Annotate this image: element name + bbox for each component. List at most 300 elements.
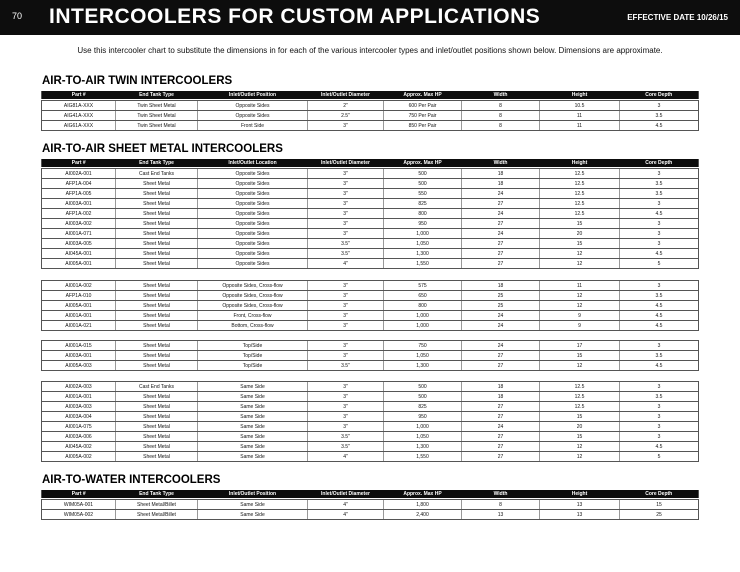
table-row (42, 281, 699, 291)
table-row (42, 351, 699, 361)
table-cell: 3" (308, 179, 384, 189)
table-cell: AI005A-001 (42, 301, 116, 311)
page-title: INTERCOOLERS FOR CUSTOM APPLICATIONS (49, 5, 541, 28)
table-cell: 3.5 (620, 351, 699, 361)
table-cell: 3.5 (620, 179, 699, 189)
table-cell: 500 (384, 169, 462, 179)
table-cell: Opposite Sides (198, 179, 308, 189)
table-cell: 3" (308, 341, 384, 351)
table-row (42, 259, 699, 269)
table-cell: Opposite Sides (198, 259, 308, 269)
table-cell: 825 (384, 199, 462, 209)
table-cell: 24 (462, 229, 540, 239)
table-cell: 15 (620, 500, 699, 510)
table-row (42, 402, 699, 412)
table-cell: Sheet Metal (116, 361, 198, 371)
table-group (41, 280, 699, 331)
table-cell: AI001A-071 (42, 229, 116, 239)
table-cell: 1,550 (384, 259, 462, 269)
table-cell: 4.5 (620, 442, 699, 452)
table-cell: 15 (540, 351, 620, 361)
table-cell: 1,300 (384, 249, 462, 259)
table-cell: AI002A-003 (42, 382, 116, 392)
table-cell: 3 (620, 169, 699, 179)
column-header: Width (462, 91, 540, 99)
table-cell: 750 Per Pair (384, 111, 462, 121)
table-cell: 3" (308, 169, 384, 179)
table-cell: 4.5 (620, 321, 699, 331)
table-cell: Sheet Metal (116, 229, 198, 239)
table-cell: 12.5 (540, 199, 620, 209)
table-cell: 825 (384, 402, 462, 412)
table-cell: 8 (462, 101, 540, 111)
column-header: Width (462, 159, 540, 167)
table-cell: Opposite Sides (198, 101, 308, 111)
table-row (42, 199, 699, 209)
table-cell: Opposite Sides (198, 229, 308, 239)
table-cell: AI001A-021 (42, 321, 116, 331)
table-cell: 9 (540, 311, 620, 321)
table-cell: 12.5 (540, 209, 620, 219)
table-cell: Same Side (198, 412, 308, 422)
table-cell: Opposite Sides, Cross-flow (198, 291, 308, 301)
table-row (42, 382, 699, 392)
table-cell: 12.5 (540, 169, 620, 179)
table-cell: Cast End Tanks (116, 382, 198, 392)
table-cell: 5 (620, 259, 699, 269)
table-cell: 3" (308, 121, 384, 131)
table-cell: Same Side (198, 382, 308, 392)
section-title: AIR-TO-WATER INTERCOOLERS (42, 474, 221, 486)
table-cell: Sheet Metal (116, 291, 198, 301)
table-cell: AFP1A-010 (42, 291, 116, 301)
table-cell: 3" (308, 219, 384, 229)
table-row (42, 311, 699, 321)
table-cell: Same Side (198, 422, 308, 432)
table-cell: Sheet Metal (116, 452, 198, 462)
table-cell: Sheet Metal (116, 179, 198, 189)
table-cell: 27 (462, 412, 540, 422)
table-cell: 20 (540, 229, 620, 239)
table-cell: 3 (620, 239, 699, 249)
table-cell: Sheet Metal (116, 301, 198, 311)
table-cell: 13 (462, 510, 540, 520)
table-cell: 15 (540, 239, 620, 249)
table-group (41, 381, 699, 462)
table-cell: 27 (462, 239, 540, 249)
table-cell: Sheet Metal/Billet (116, 500, 198, 510)
table-cell: AI001A-001 (42, 311, 116, 321)
table-cell: Sheet Metal (116, 249, 198, 259)
table-cell: Sheet Metal (116, 311, 198, 321)
table-cell: Sheet Metal (116, 321, 198, 331)
table-cell: Sheet Metal (116, 442, 198, 452)
table-cell: 950 (384, 412, 462, 422)
column-header: Part # (42, 490, 116, 498)
table-header (41, 159, 699, 167)
table-cell: Opposite Sides (198, 249, 308, 259)
table-cell: AI005A-002 (42, 452, 116, 462)
table-cell: 15 (540, 219, 620, 229)
table-row (42, 219, 699, 229)
column-header: End Tank Type (116, 159, 198, 167)
table-cell: Opposite Sides (198, 219, 308, 229)
column-header: Approx. Max HP (384, 159, 462, 167)
column-header: Core Depth (620, 91, 699, 99)
table-cell: Opposite Sides (198, 189, 308, 199)
table-cell: 9 (540, 321, 620, 331)
column-header: Approx. Max HP (384, 91, 462, 99)
table-cell: 12 (540, 361, 620, 371)
table-cell: 3.5" (308, 432, 384, 442)
table-cell: Opposite Sides (198, 169, 308, 179)
table-cell: 4" (308, 259, 384, 269)
section-title: AIR-TO-AIR TWIN INTERCOOLERS (42, 75, 233, 87)
table-cell: Cast End Tanks (116, 169, 198, 179)
table-cell: AI045A-002 (42, 442, 116, 452)
table-cell: AI005A-001 (42, 259, 116, 269)
table-header (41, 490, 699, 498)
table-cell: Opposite Sides (198, 111, 308, 121)
table-cell: 3.5" (308, 361, 384, 371)
column-header: Height (540, 490, 620, 498)
table-cell: 600 Per Pair (384, 101, 462, 111)
table-cell: 3 (620, 412, 699, 422)
table-cell: 3" (308, 291, 384, 301)
table-cell: 1,050 (384, 239, 462, 249)
column-header: End Tank Type (116, 490, 198, 498)
table-cell: Sheet Metal (116, 199, 198, 209)
effective-date: EFFECTIVE DATE 10/26/15 (627, 13, 728, 22)
table-cell: Twin Sheet Metal (116, 121, 198, 131)
table-cell: 8 (462, 500, 540, 510)
table-cell: 11 (540, 121, 620, 131)
table-row (42, 301, 699, 311)
table-cell: 5 (620, 452, 699, 462)
table-row (42, 111, 699, 121)
table-cell: 3" (308, 382, 384, 392)
table-cell: 4.5 (620, 301, 699, 311)
table-cell: 15 (540, 412, 620, 422)
table-cell: 1,000 (384, 321, 462, 331)
table-row (42, 239, 699, 249)
table-row (42, 452, 699, 462)
table-cell: 12.5 (540, 189, 620, 199)
column-header: Inlet/Outlet Position (198, 490, 308, 498)
table-cell: 3 (620, 219, 699, 229)
table-cell: 3.5" (308, 249, 384, 259)
table-cell: 27 (462, 259, 540, 269)
table-cell: WIM05A-001 (42, 500, 116, 510)
table-cell: Opposite Sides (198, 239, 308, 249)
table-cell: 1,050 (384, 432, 462, 442)
table-cell: 3" (308, 189, 384, 199)
table-cell: Twin Sheet Metal (116, 101, 198, 111)
table-cell: 18 (462, 392, 540, 402)
table-cell: Sheet Metal (116, 259, 198, 269)
table-row (42, 229, 699, 239)
column-header: Core Depth (620, 159, 699, 167)
table-cell: AI001A-002 (42, 281, 116, 291)
table-cell: 500 (384, 392, 462, 402)
table-cell: 1,300 (384, 361, 462, 371)
table-row (42, 291, 699, 301)
table-cell: 18 (462, 281, 540, 291)
table-cell: 10.5 (540, 101, 620, 111)
table-cell: 4.5 (620, 121, 699, 131)
table-cell: 13 (540, 510, 620, 520)
table-cell: 3.5" (308, 239, 384, 249)
table-cell: 18 (462, 179, 540, 189)
table-cell: Same Side (198, 510, 308, 520)
table-cell: Sheet Metal (116, 281, 198, 291)
column-header: Core Depth (620, 490, 699, 498)
column-header: End Tank Type (116, 91, 198, 99)
table-cell: 3 (620, 432, 699, 442)
table-cell: Sheet Metal (116, 239, 198, 249)
column-header: Inlet/Outlet Diameter (308, 490, 384, 498)
table-cell: 20 (540, 422, 620, 432)
table-group (41, 100, 699, 131)
table-cell: 18 (462, 169, 540, 179)
column-header: Approx. Max HP (384, 490, 462, 498)
table-cell: 3.5 (620, 291, 699, 301)
table-cell: 1,000 (384, 311, 462, 321)
table-cell: 1,800 (384, 500, 462, 510)
table-cell: 3" (308, 412, 384, 422)
table-cell: 3 (620, 382, 699, 392)
table-cell: 3" (308, 199, 384, 209)
table-cell: Sheet Metal (116, 432, 198, 442)
table-cell: Twin Sheet Metal (116, 111, 198, 121)
table-cell: 12.5 (540, 382, 620, 392)
table-row (42, 121, 699, 131)
table-cell: Opposite Sides (198, 209, 308, 219)
table-cell: 12 (540, 452, 620, 462)
table-cell: 11 (540, 281, 620, 291)
table-cell: 3.5 (620, 189, 699, 199)
table-cell: 500 (384, 179, 462, 189)
table-cell: 1,300 (384, 442, 462, 452)
table-row (42, 189, 699, 199)
table-cell: AI003A-001 (42, 351, 116, 361)
table-cell: 3 (620, 341, 699, 351)
table-cell: 650 (384, 291, 462, 301)
table-cell: 27 (462, 219, 540, 229)
table-cell: WIM05A-002 (42, 510, 116, 520)
table-cell: Sheet Metal (116, 209, 198, 219)
table-cell: 24 (462, 189, 540, 199)
table-cell: Front Side (198, 121, 308, 131)
table-cell: 8 (462, 121, 540, 131)
table-cell: 800 (384, 209, 462, 219)
table-cell: AI003A-004 (42, 412, 116, 422)
table-row (42, 209, 699, 219)
table-cell: 12 (540, 442, 620, 452)
table-cell: 27 (462, 361, 540, 371)
table-cell: 3" (308, 311, 384, 321)
table-cell: Top/Side (198, 341, 308, 351)
table-cell: 12 (540, 249, 620, 259)
table-row (42, 510, 699, 520)
table-group (41, 168, 699, 269)
table-cell: 4.5 (620, 361, 699, 371)
table-cell: 750 (384, 341, 462, 351)
table-cell: Sheet Metal (116, 351, 198, 361)
table-cell: 4" (308, 452, 384, 462)
table-cell: 24 (462, 341, 540, 351)
table-cell: 3" (308, 422, 384, 432)
table-row (42, 432, 699, 442)
table-row (42, 341, 699, 351)
intro-text: Use this intercooler chart to substitute the dimensions in for each of the various intercooler types and inlet/outlet positions shown below. Dimensions are approximate. (77, 46, 663, 55)
table-cell: 12.5 (540, 179, 620, 189)
table-cell: 12 (540, 259, 620, 269)
table-cell: 27 (462, 351, 540, 361)
table-cell: 24 (462, 321, 540, 331)
table-cell: AI005A-003 (42, 361, 116, 371)
table-cell: 4.5 (620, 209, 699, 219)
table-cell: 3 (620, 402, 699, 412)
table-cell: 4" (308, 500, 384, 510)
table-cell: Same Side (198, 500, 308, 510)
table-cell: 3" (308, 402, 384, 412)
table-cell: 2,400 (384, 510, 462, 520)
table-cell: 12 (540, 291, 620, 301)
table-cell: 575 (384, 281, 462, 291)
table-cell: 3.5" (308, 442, 384, 452)
table-cell: 3" (308, 209, 384, 219)
table-cell: 4" (308, 510, 384, 520)
table-cell: 12.5 (540, 402, 620, 412)
table-cell: Same Side (198, 432, 308, 442)
page-number: 70 (12, 11, 23, 21)
table-cell: Same Side (198, 392, 308, 402)
table-cell: AIG61A-XXX (42, 121, 116, 131)
table-cell: 11 (540, 111, 620, 121)
table-cell: 800 (384, 301, 462, 311)
table-cell: AI003A-002 (42, 219, 116, 229)
table-row (42, 500, 699, 510)
table-cell: 24 (462, 209, 540, 219)
table-cell: 25 (462, 301, 540, 311)
table-cell: Sheet Metal (116, 402, 198, 412)
section-title: AIR-TO-AIR SHEET METAL INTERCOOLERS (42, 143, 283, 155)
table-cell: Opposite Sides (198, 199, 308, 209)
table-cell: 1,000 (384, 422, 462, 432)
column-header: Inlet/Outlet Diameter (308, 91, 384, 99)
table-cell: 27 (462, 199, 540, 209)
column-header: Part # (42, 159, 116, 167)
table-cell: 17 (540, 341, 620, 351)
table-cell: Sheet Metal (116, 341, 198, 351)
table-cell: 2.5" (308, 111, 384, 121)
table-row (42, 422, 699, 432)
table-cell: 1,000 (384, 229, 462, 239)
table-cell: AIG41A-XXX (42, 111, 116, 121)
table-cell: AI001A-075 (42, 422, 116, 432)
table-cell: AFP1A-004 (42, 179, 116, 189)
table-cell: Sheet Metal/Billet (116, 510, 198, 520)
column-header: Inlet/Outlet Diameter (308, 159, 384, 167)
table-row (42, 442, 699, 452)
table-cell: 3.5 (620, 392, 699, 402)
table-cell: 3" (308, 281, 384, 291)
table-cell: 4.5 (620, 249, 699, 259)
column-header: Width (462, 490, 540, 498)
table-cell: 27 (462, 442, 540, 452)
table-cell: 2" (308, 101, 384, 111)
column-header: Height (540, 159, 620, 167)
table-cell: AI045A-001 (42, 249, 116, 259)
table-cell: 27 (462, 452, 540, 462)
column-header: Inlet/Outlet Location (198, 159, 308, 167)
table-row (42, 392, 699, 402)
table-cell: Sheet Metal (116, 219, 198, 229)
table-cell: Bottom, Cross-flow (198, 321, 308, 331)
table-cell: Opposite Sides, Cross-flow (198, 281, 308, 291)
table-cell: 3 (620, 199, 699, 209)
table-cell: 18 (462, 382, 540, 392)
table-cell: 27 (462, 249, 540, 259)
table-header (41, 91, 699, 99)
table-cell: Same Side (198, 402, 308, 412)
table-row (42, 179, 699, 189)
table-cell: AI001A-001 (42, 392, 116, 402)
table-cell: Opposite Sides, Cross-flow (198, 301, 308, 311)
table-cell: 3 (620, 101, 699, 111)
table-group (41, 499, 699, 520)
table-cell: AFP1A-005 (42, 189, 116, 199)
table-cell: Top/Side (198, 361, 308, 371)
table-cell: Sheet Metal (116, 392, 198, 402)
table-cell: Sheet Metal (116, 412, 198, 422)
table-cell: 4.5 (620, 311, 699, 321)
table-cell: AI003A-006 (42, 432, 116, 442)
table-cell: 27 (462, 402, 540, 412)
table-cell: Sheet Metal (116, 189, 198, 199)
table-row (42, 361, 699, 371)
table-cell: 24 (462, 422, 540, 432)
table-cell: 550 (384, 189, 462, 199)
table-cell: AI003A-005 (42, 239, 116, 249)
table-cell: Same Side (198, 442, 308, 452)
table-row (42, 101, 699, 111)
table-cell: 3" (308, 321, 384, 331)
table-cell: AIG81A-XXX (42, 101, 116, 111)
table-cell: 3 (620, 281, 699, 291)
column-header: Part # (42, 91, 116, 99)
table-cell: 3 (620, 422, 699, 432)
table-cell: 1,550 (384, 452, 462, 462)
table-row (42, 412, 699, 422)
table-cell: 3" (308, 392, 384, 402)
table-cell: 950 (384, 219, 462, 229)
table-row (42, 169, 699, 179)
table-cell: 12 (540, 301, 620, 311)
table-cell: 25 (620, 510, 699, 520)
table-cell: 27 (462, 432, 540, 442)
table-group (41, 340, 699, 371)
table-cell: Same Side (198, 452, 308, 462)
table-cell: 3" (308, 351, 384, 361)
table-cell: 3" (308, 301, 384, 311)
table-row (42, 321, 699, 331)
table-cell: AI003A-001 (42, 199, 116, 209)
table-cell: 3.5 (620, 111, 699, 121)
table-cell: 8 (462, 111, 540, 121)
table-cell: 1,050 (384, 351, 462, 361)
